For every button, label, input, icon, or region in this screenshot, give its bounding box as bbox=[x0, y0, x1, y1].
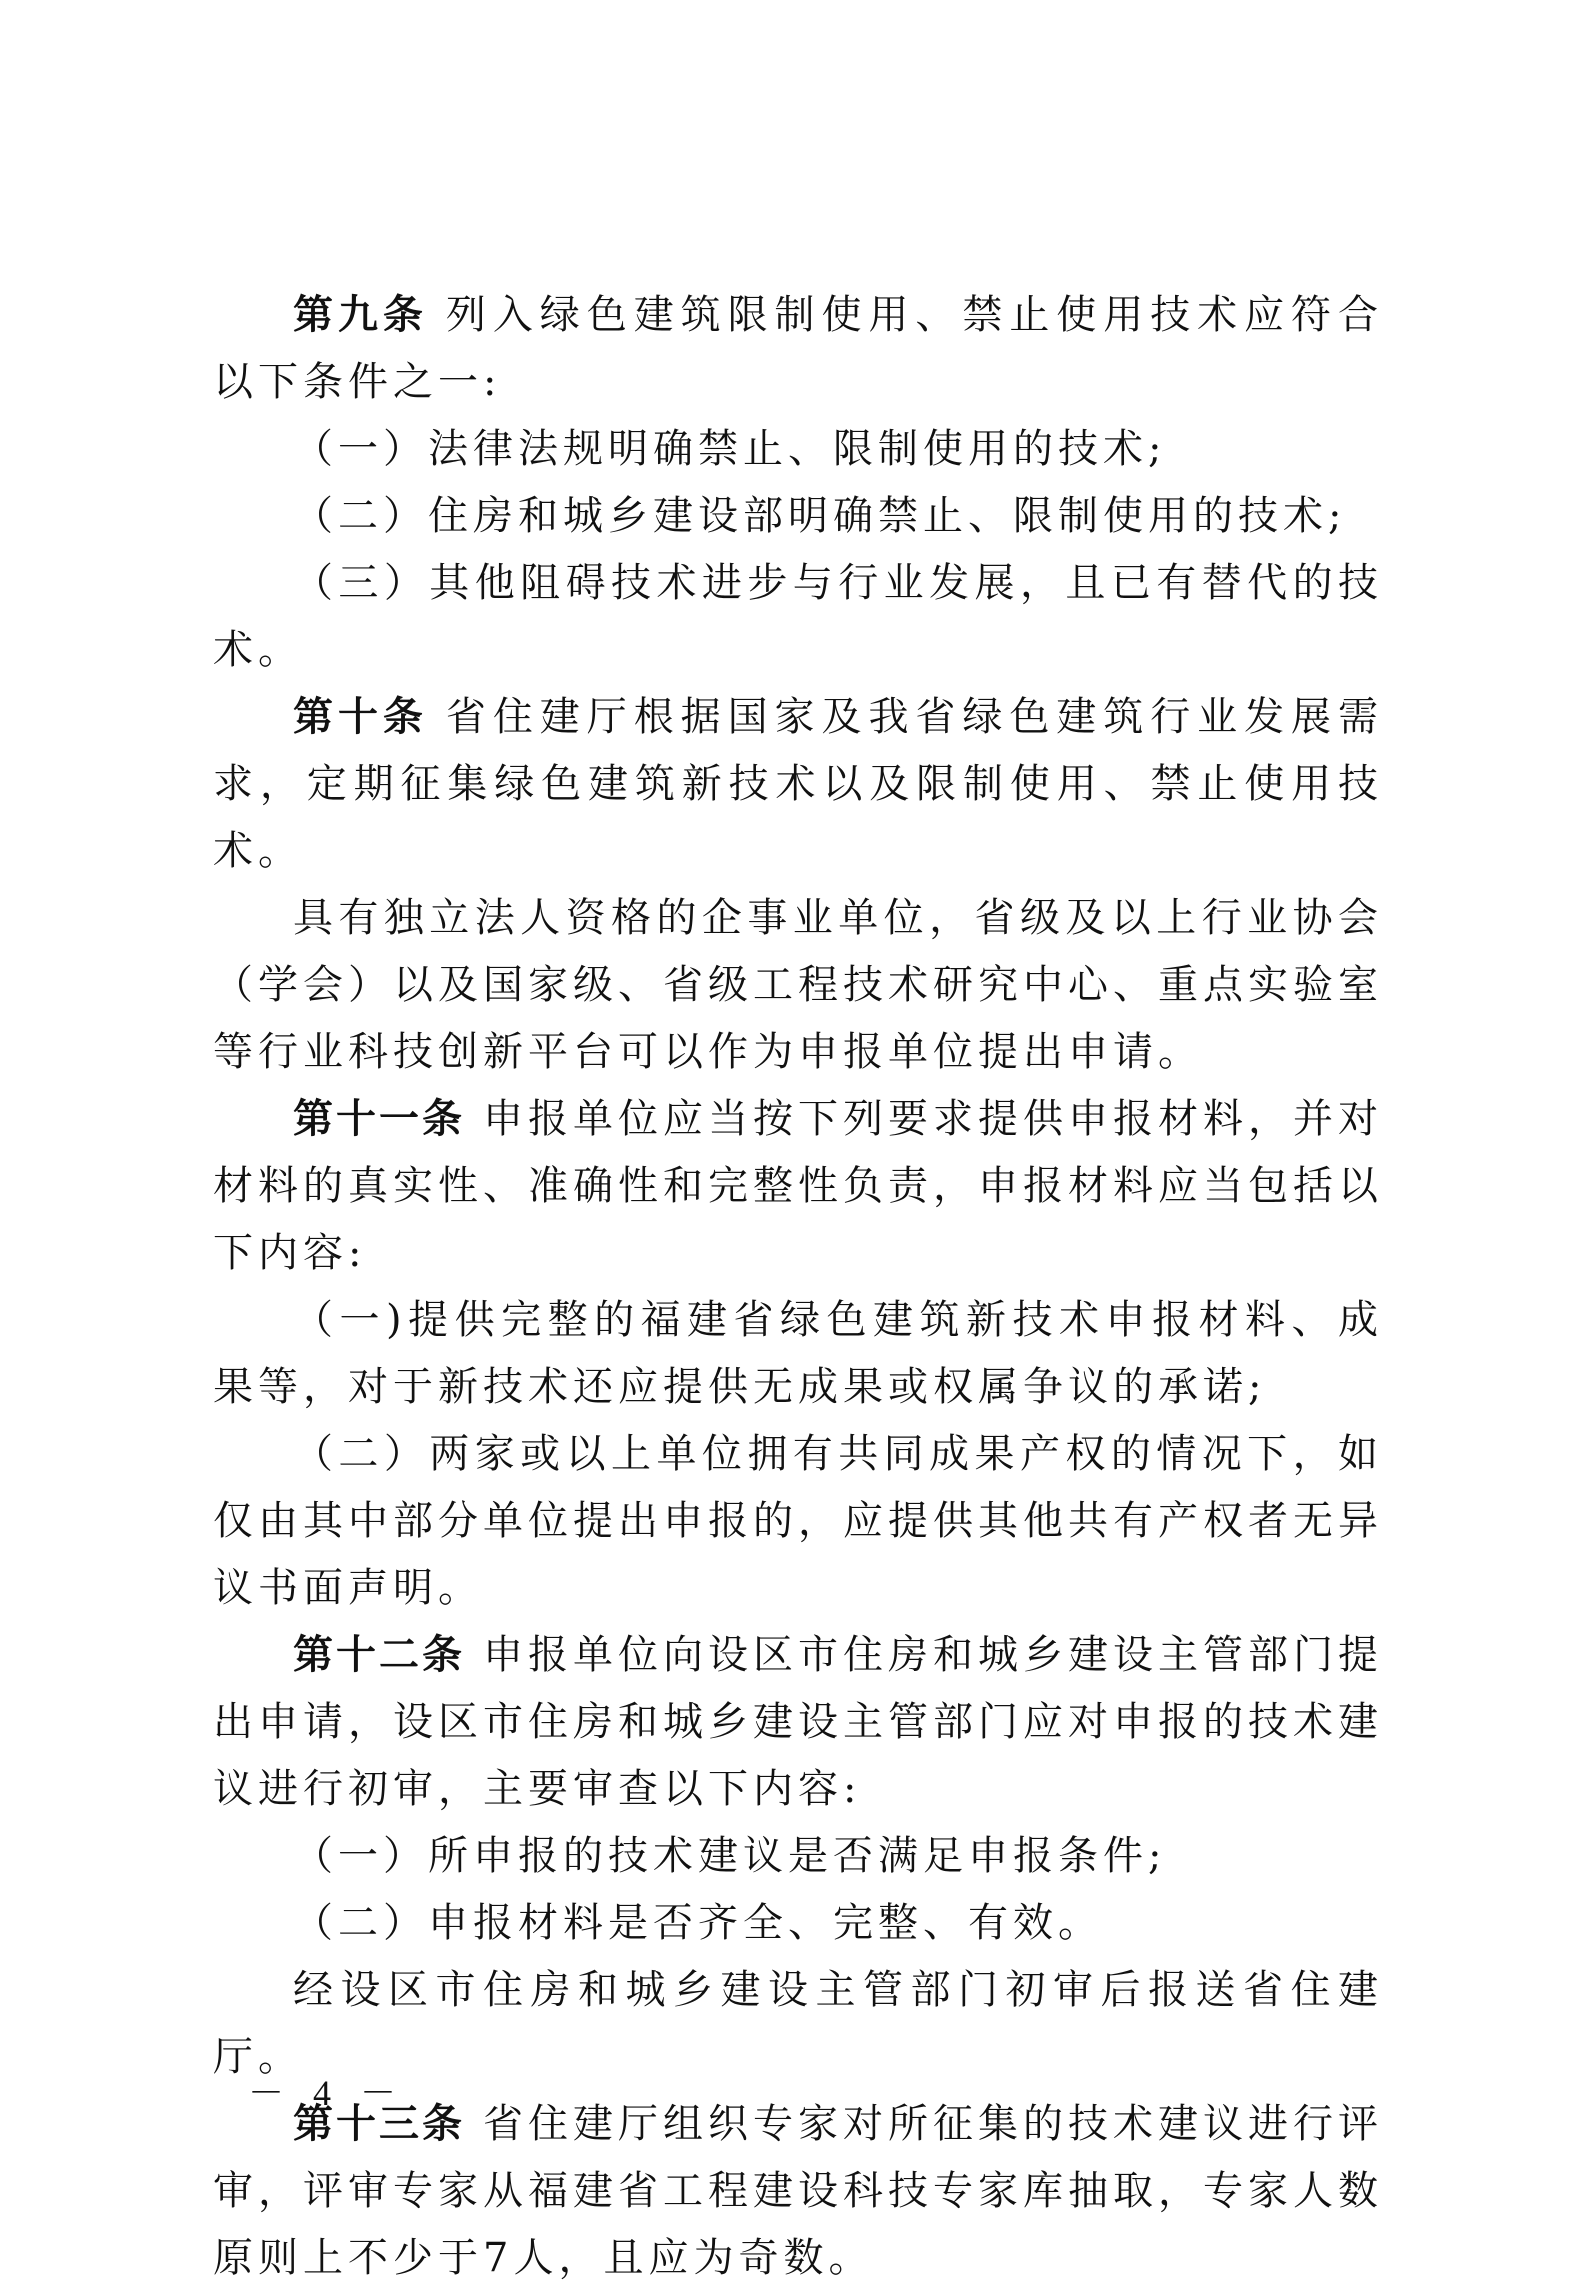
article-13-text: 省住建厅组织专家对所征集的技术建议进行评审，评审专家从福建省工程建设科技专家库抽取，专家人数原则上不少于7人，且应为奇数。 bbox=[213, 2101, 1383, 2281]
article-10-paragraph bbox=[213, 684, 1383, 885]
article-9-text: 列入绿色建筑限制使用、禁止使用技术应符合以下条件之一: bbox=[213, 292, 1384, 405]
document-body bbox=[213, 282, 1383, 2292]
article-11-item-1: （一)提供完整的福建省绿色建筑新技术申报材料、成果等，对于新技术还应提供无成果或权属争议的承诺; bbox=[213, 1297, 1383, 1410]
article-12-text: 申报单位向设区市住房和城乡建设主管部门提出申请，设区市住房和城乡建设主管部门应对申报的技术建议进行初审，主要审查以下内容: bbox=[213, 1632, 1383, 1812]
article-12-item-2: （二）申报材料是否齐全、完整、有效。 bbox=[293, 1900, 1103, 1946]
article-9-item-3: （三）其他阻碍技术进步与行业发展，且已有替代的技术。 bbox=[213, 560, 1383, 673]
article-11-item-2: （二）两家或以上单位拥有共同成果产权的情况下，如仅由其中部分单位提出申报的，应提供其他共有产权者无异议书面声明。 bbox=[213, 1431, 1383, 1611]
article-9-paragraph bbox=[213, 282, 1383, 416]
article-12-subparagraph: 经设区市住房和城乡建设主管部门初审后报送省住建厅。 bbox=[213, 1967, 1383, 2080]
article-10-text: 省住建厅根据国家及我省绿色建筑行业发展需求，定期征集绿色建筑新技术以及限制使用、禁止使用技术。 bbox=[213, 694, 1384, 874]
article-9-heading: 第九条 bbox=[293, 292, 428, 338]
article-13-heading: 第十三条 bbox=[293, 2101, 465, 2147]
article-13-paragraph bbox=[213, 2091, 1383, 2292]
page-number: － 4 － bbox=[248, 2073, 407, 2113]
article-12-item-1: （一）所申报的技术建议是否满足申报条件; bbox=[293, 1833, 1167, 1879]
article-9-item-2: （二）住房和城乡建设部明确禁止、限制使用的技术; bbox=[293, 493, 1347, 539]
article-11-heading: 第十一条 bbox=[293, 1096, 465, 1142]
article-11-paragraph bbox=[213, 1086, 1383, 1287]
article-10-heading: 第十条 bbox=[293, 694, 428, 740]
article-11-text: 申报单位应当按下列要求提供申报材料，并对材料的真实性、准确性和完整性负责，申报材料应当包括以下内容: bbox=[213, 1096, 1383, 1276]
article-9-item-1: （一）法律法规明确禁止、限制使用的技术; bbox=[293, 426, 1167, 472]
article-10-subparagraph: 具有独立法人资格的企事业单位，省级及以上行业协会（学会）以及国家级、省级工程技术研究中心、重点实验室等行业科技创新平台可以作为申报单位提出申请。 bbox=[213, 895, 1383, 1075]
article-12-heading: 第十二条 bbox=[293, 1632, 465, 1678]
article-12-paragraph bbox=[213, 1622, 1383, 1823]
